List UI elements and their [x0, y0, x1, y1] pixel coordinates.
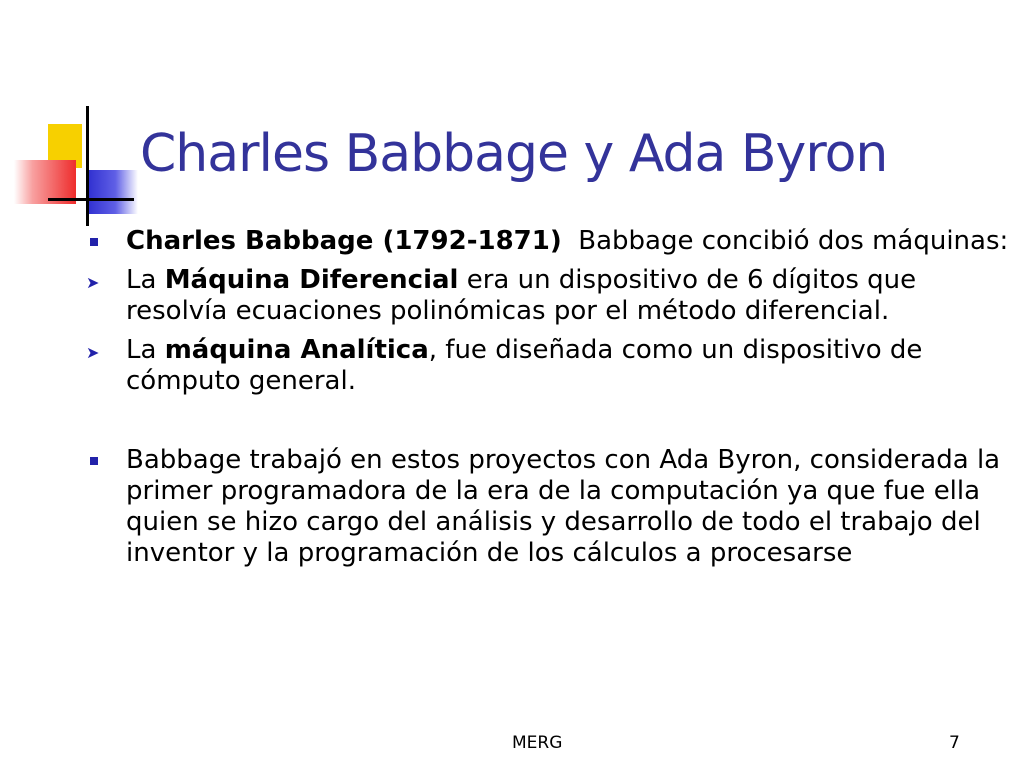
- footer-label: MERG: [512, 733, 563, 753]
- horizontal-line: [48, 198, 134, 201]
- item-text: , fue diseñada como un dispositivo de cómputo general.: [126, 335, 923, 396]
- decorative-squares-logo: [0, 100, 150, 230]
- slide-number: 7: [949, 733, 960, 753]
- slide-body: [84, 226, 1009, 569]
- square-bullet-icon: [90, 238, 98, 246]
- item-bold: máquina Analítica: [164, 335, 429, 365]
- item-bold: Máquina Diferencial: [164, 265, 459, 295]
- slide-title: Charles Babbage y Ada Byron: [140, 124, 888, 184]
- item-bold: Charles Babbage (1792-1871): [126, 226, 562, 256]
- item-text: Babbage concibió dos máquinas:: [561, 226, 1009, 256]
- arrow-bullet-icon: ➤: [86, 273, 100, 292]
- sub-item-maquina-analitica: [84, 335, 1009, 397]
- vertical-line: [86, 106, 89, 226]
- item-text: Babbage trabajó en estos proyectos con Ada Byron, considerada la primer programadora de la era de la computación ya que fue ella quien se hizo cargo del análisis y desarrollo de todo el trabajo del inventor y la programación de los cálculos a procesarse: [126, 445, 1001, 568]
- bullet-item-babbage: [84, 226, 1009, 257]
- item-text: era un dispositivo de 6 dígitos que resolvía ecuaciones polinómicas por el método diferencial.: [126, 265, 917, 326]
- sub-item-maquina-diferencial: [84, 265, 1009, 327]
- arrow-bullet-icon: ➤: [86, 343, 100, 362]
- blue-square: [88, 170, 138, 214]
- square-bullet-icon: [90, 457, 98, 465]
- bullet-item-ada-byron: [84, 445, 1009, 569]
- item-prefix: La: [126, 265, 165, 295]
- item-prefix: La: [126, 335, 165, 365]
